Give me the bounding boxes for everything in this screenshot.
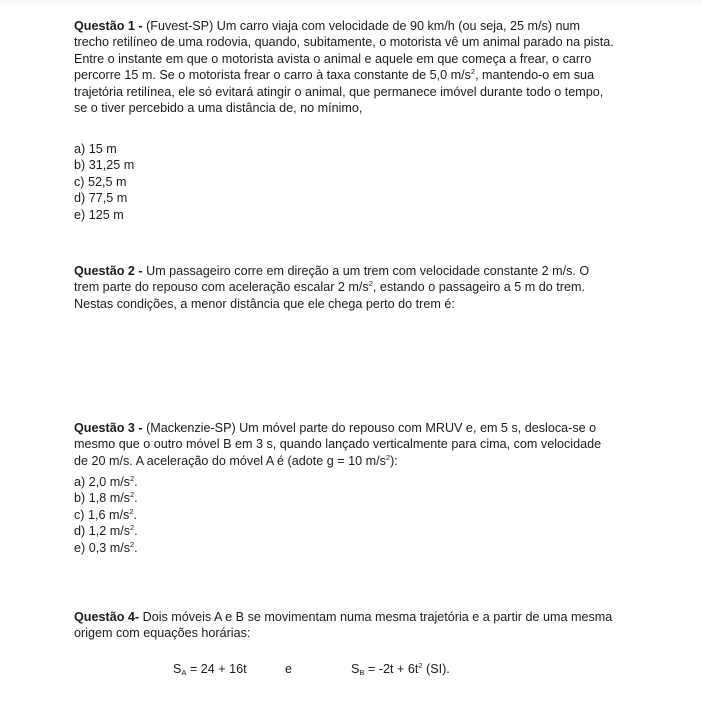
question-3-label: Questão 3 -	[74, 421, 143, 435]
question-4	[74, 609, 614, 642]
question-3-text-end: ):	[390, 453, 398, 468]
option-a: a) 15 m	[74, 142, 117, 156]
question-1	[74, 18, 614, 116]
option-c: c) 52,5 m	[74, 174, 127, 189]
question-1-label: Questão 1 -	[74, 19, 143, 33]
equation-connector: e	[285, 662, 293, 676]
question-2-text-end: , estando o passageiro a 5 m do trem. Nestas condições, a menor distância que ele chega perto do trem é:	[74, 280, 585, 311]
question-3-options	[74, 474, 138, 556]
question-4-text: Dois móveis A e B se movimentam numa mesma trajetória e a partir de uma mesma origem com equações horárias:	[74, 610, 613, 641]
question-1-text-end: , mantendo-o em sua trajetória retilínea, ele só evitará atingir o animal, que permanece imóvel durante todo o tempo, se o tiver percebido a uma distância de, no mínimo,	[74, 68, 604, 116]
equation-a: $S_A = 24 + 16t$	[173, 662, 247, 677]
option-b: b) 1,8 $m/s^2$.	[74, 490, 138, 506]
option-b: b) 31,25 m	[74, 158, 135, 173]
question-2-sup: 2	[368, 279, 373, 289]
question-2	[74, 263, 614, 312]
option-a: a) 2,0 $m/s^2$.	[74, 474, 138, 489]
question-3-text: (Mackenzie-SP) Um móvel parte do repouso com MRUV e, em 5 s, desloca-se o mesmo que o outro móvel B em 3 s, quando lançado verticalmente para cima, com velocidade de 20 m/s. A aceleração do móvel A é (adote g = 10 m/s	[74, 421, 602, 468]
question-1-sup: 2	[470, 67, 476, 77]
question-1-options	[74, 141, 134, 223]
option-e: e) 0,3 $m/s^2$.	[74, 539, 138, 555]
option-e: e) 125 m	[74, 207, 124, 222]
equation-b: $S_B = -2t + 6t^2$ (SI).	[351, 661, 450, 677]
option-d: d) 1,2 $m/s^2$.	[74, 523, 138, 539]
option-d: d) 77,5 m	[74, 191, 128, 206]
question-3	[74, 420, 614, 469]
question-2-text: Um passageiro corre em direção a um trem com velocidade constante 2 m/s. O trem parte do repouso com aceleração escalar 2 m/s	[74, 264, 590, 295]
question-3-sup: 2	[385, 452, 391, 462]
question-2-label: Questão 2 -	[74, 264, 143, 278]
question-4-label: Questão 4-	[74, 610, 140, 624]
question-1-text: (Fuvest-SP) Um carro viaja com velocidade de 90 km/h (ou seja, 25 m/s) num trecho retilíneo de uma rodovia, quando, subitamente, o motorista vê um animal parado na pista. Entre o instante em que o motorista avista o animal e aquele em que começa a frear, o carro percorre 15 m. Se o motorista frear o carro à taxa constante de 5,0 m/s	[74, 19, 614, 83]
option-c: c) 1,6 $m/s^2$.	[74, 506, 137, 522]
